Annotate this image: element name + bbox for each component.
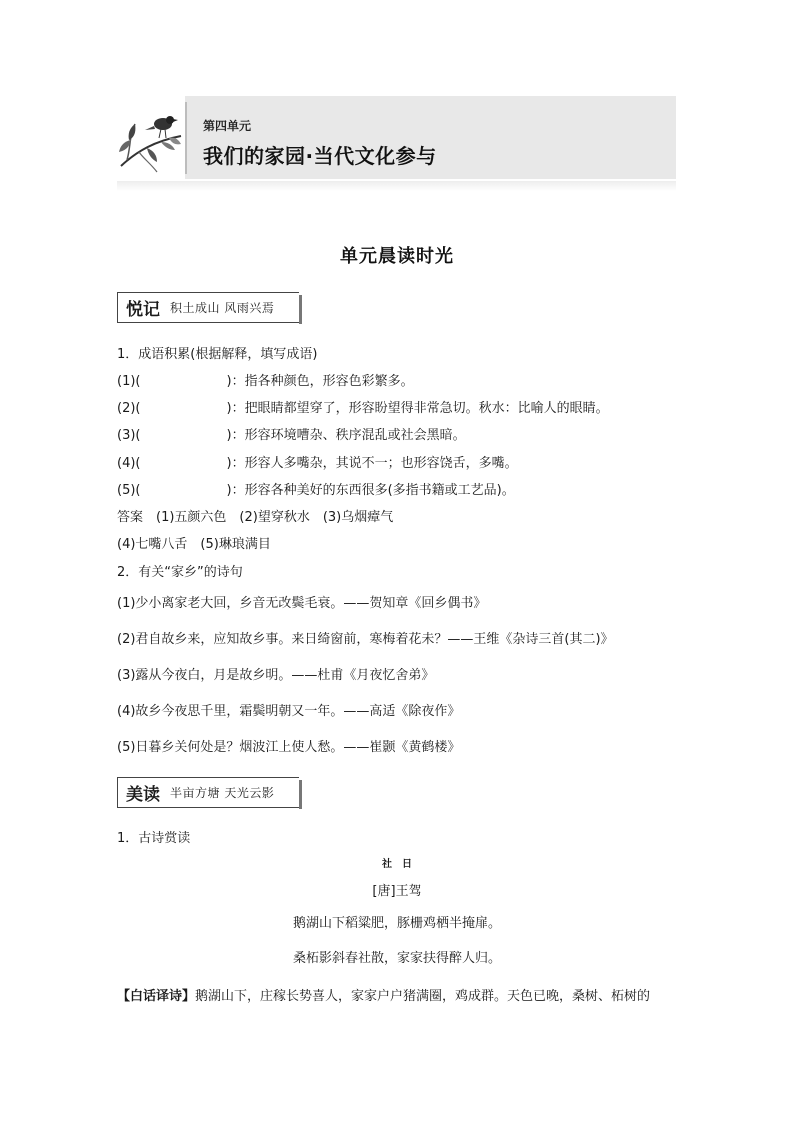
idiom-item-definition: )：形容环境嘈杂、秩序混乱或社会黑暗。: [226, 428, 466, 443]
translation-paragraph: [117, 985, 650, 1004]
section-tab-title: 悦记: [126, 300, 160, 320]
idiom-item-definition: )：指各种颜色，形容色彩繁多。: [226, 374, 414, 389]
banner-shadow: [117, 181, 676, 191]
translation-label: 【白话译诗】: [117, 989, 196, 1004]
poem-quote-3: (3)露从今夜白，月是故乡明。——杜甫《月夜忆舍弟》: [117, 668, 435, 683]
idiom-item-number: (5)(: [117, 483, 141, 498]
section-tab-subtitle: 半亩方塘 天光云影: [170, 786, 275, 800]
bird-on-branch-illustration: [117, 96, 185, 179]
banner-divider: [185, 102, 187, 174]
idiom-item-number: (3)(: [117, 428, 141, 443]
idiom-item-number: (4)(: [117, 456, 141, 471]
poem-line-2: 桑柘影斜春社散，家家扶得醉人归。: [292, 951, 501, 966]
answer-line-1: 答案 (1)五颜六色 (2)望穿秋水 (3)乌烟瘴气: [117, 510, 394, 525]
poem-quote-1: (1)少小离家老大回，乡音无改鬓毛衰。——贺知章《回乡偶书》: [117, 596, 487, 611]
poem-quote-5: (5)日暮乡关何处是？烟波江上使人愁。——崔颢《黄鹤楼》: [117, 740, 461, 755]
section-tab-box: [117, 777, 299, 808]
unit-label: 第四单元: [203, 119, 252, 133]
section-tab-meidu: [117, 777, 299, 808]
section-tab-subtitle: 积土成山 风雨兴焉: [170, 301, 275, 315]
section-tab-title: 美读: [126, 785, 160, 805]
poem-line-1: 鹅湖山下稻粱肥，豚栅鸡栖半掩扉。: [292, 916, 501, 931]
idiom-item-number: (2)(: [117, 401, 141, 416]
section-tab-box: [117, 292, 299, 323]
section-tab-yueji: [117, 292, 299, 323]
poem-quote-4: (4)故乡今夜思千里，霜鬓明朝又一年。——高适《除夜作》: [117, 704, 461, 719]
idiom-item-3: [117, 424, 466, 443]
idiom-item-definition: )：把眼睛都望穿了，形容盼望得非常急切。秋水：比喻人的眼睛。: [226, 401, 609, 416]
idiom-item-definition: )：形容各种美好的东西很多(多指书籍或工艺品)。: [226, 483, 515, 498]
meidu-question-1-title: 1．古诗赏读: [117, 831, 191, 846]
idiom-item-4: [117, 452, 518, 471]
idiom-item-definition: )：形容人多嘴杂，其说不一；也形容饶舌，多嘴。: [226, 456, 518, 471]
page-heading: 单元晨读时光: [340, 246, 454, 267]
unit-title: 我们的家园·当代文化参与: [203, 144, 437, 168]
idiom-item-1: [117, 370, 414, 389]
poem-title: 社 日: [382, 859, 412, 870]
question-2-title: 2．有关“家乡”的诗句: [117, 565, 243, 580]
bird-branch-icon: [117, 96, 185, 179]
idiom-item-number: (1)(: [117, 374, 141, 389]
question-1-title: 1．成语积累(根据解释，填写成语): [117, 347, 318, 362]
idiom-item-2: [117, 397, 609, 416]
answer-line-2: (4)七嘴八舌 (5)琳琅满目: [117, 537, 271, 552]
translation-text: 鹅湖山下，庄稼长势喜人，家家户户猪满圈，鸡成群。天色已晚，桑树、柘树的: [195, 989, 651, 1004]
idiom-item-5: [117, 479, 515, 498]
poem-author: [唐]王驾: [372, 884, 422, 899]
poem-quote-2: (2)君自故乡来，应知故乡事。来日绮窗前，寒梅着花未？——王维《杂诗三首(其二)》: [117, 632, 614, 647]
